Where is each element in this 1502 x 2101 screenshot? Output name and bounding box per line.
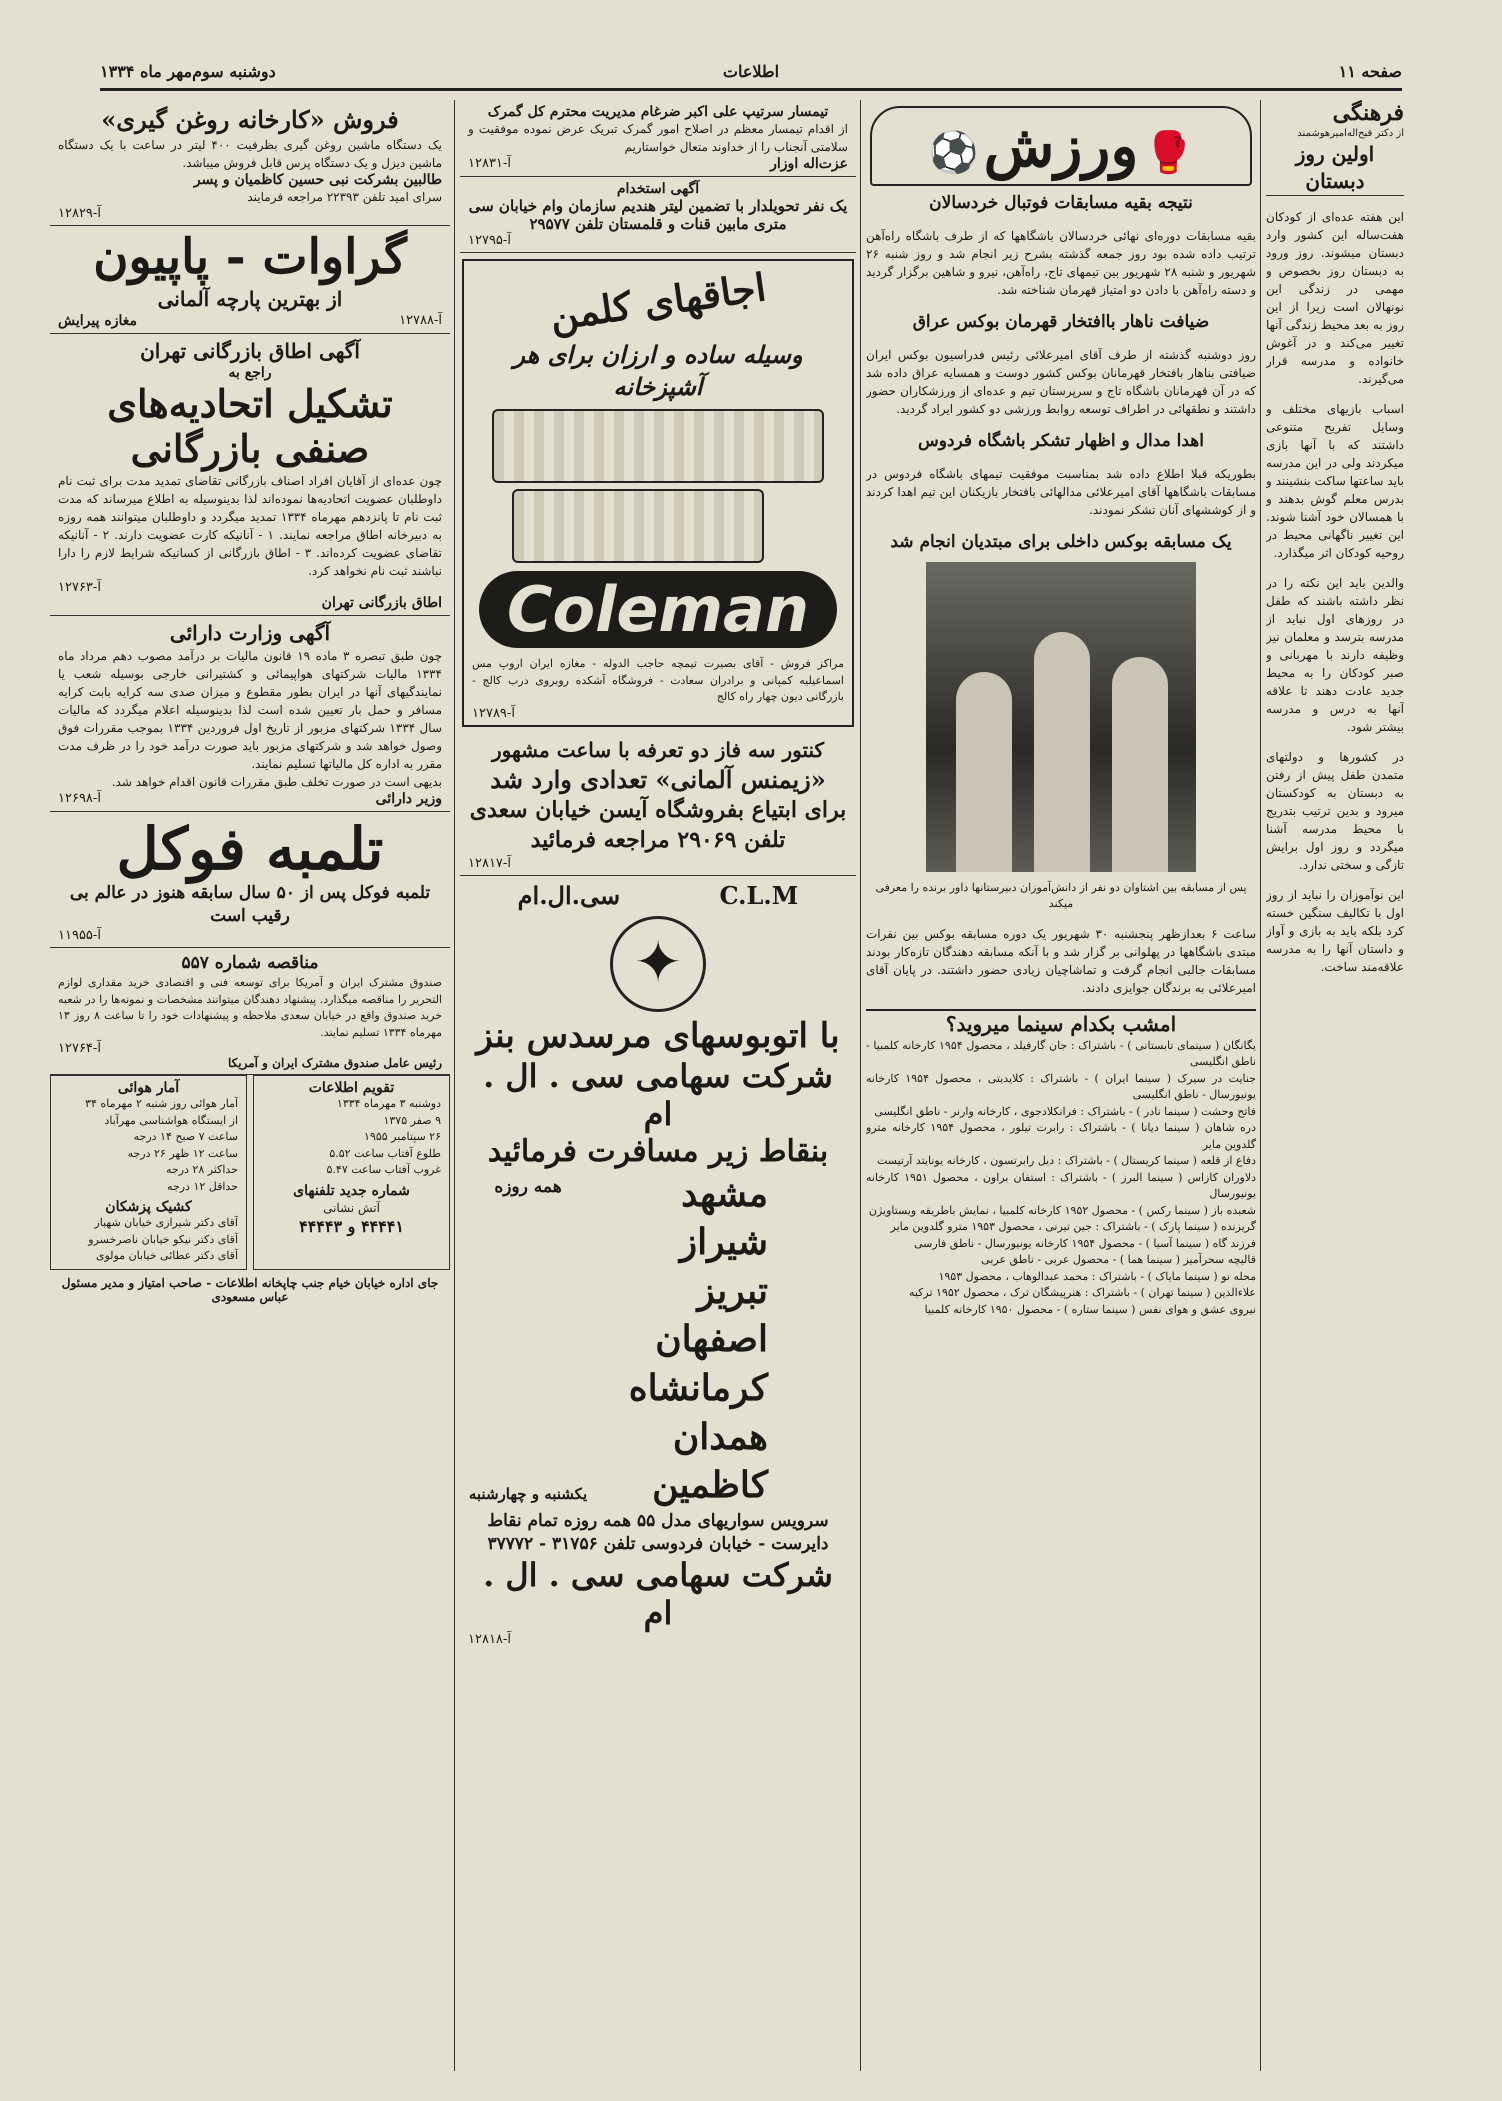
info-boxes	[50, 1075, 450, 1270]
cinema-item: نیروی عشق و هوای نفس ( سینما ستاره ) - محصول ۱۹۵۰ کارخانه کلمبیا	[924, 1302, 1256, 1316]
boxer-figure	[1112, 657, 1168, 872]
shop-name: مغازه پیرایش	[58, 312, 137, 329]
city: کاظمین	[652, 1464, 768, 1507]
paragraph: این نوآموزان را نباید از روز اول با تکالیف سنگین خسته کرد بلکه باید به بازی و آواز و داستان آنها را به مدرسه علاقه‌مند ساخت.	[1266, 888, 1404, 974]
paragraph: بطوریکه قبلا اطلاع داده شد بمناسبت موفقیت تیمهای باشگاه فردوس در مسابقات باشگاهها آقای امیرعلائی مدالهائی بافتخار بازیکنان این تیم اهدا کردند و از کوششهای آنان تشکر نمودند.	[866, 466, 1256, 517]
bus-company: شرکت سهامی سی . ال . ام	[483, 1056, 833, 1134]
phone-title: شماره جدید تلفنهای	[293, 1182, 410, 1199]
notice-body: چون طبق تبصره ۳ ماده ۱۹ قانون مالیات بر درآمد مصوب دهم مرداد ماه ۱۳۳۴ مالیات شرکتهای هواپیمائی و کشتیرانی خارجی بوسیله شعب یا نمایندگیهای آنها در ایران بطور مقطوع و میزان صدی سه کرایه بابت کرایه مسافر و حمل بار تعیین شده است لذا بدینوسیله اعلام میگردد که مالیات سال ۱۳۳۴ شرکتهای مزبور از تاریخ اول فروردین ۱۳۳۴ بموجب مقررات فوق وصول خواهد شد و شرکتهای مزبور باید صورت درآمد خود را در ظرف مدت مقرر به اداره کل مالیاتها تسلیم نمایند.	[58, 648, 442, 771]
city-list	[588, 1170, 848, 1510]
photo-caption: پس از مسابقه بین اشتاوان دو نفر از دانش‌آموزان دبیرستانها داور برنده را معرفی میکند	[875, 880, 1247, 911]
football-players-icon: ⚽	[928, 130, 979, 176]
stove-illustration	[512, 489, 764, 563]
byline: از دکتر قبح‌اله‌امیرهوشمند	[1297, 128, 1404, 139]
ad-subtitle: از بهترین پارچه آلمانی	[157, 286, 343, 311]
city: تبریز	[697, 1269, 768, 1312]
ad-code: آ-۱۲۸۱۷	[468, 855, 511, 871]
bus-call: بنقاط زیر مسافرت فرمائید	[487, 1133, 829, 1169]
ad-signature: عزت‌اله اوزار	[770, 156, 848, 172]
ad-code: آ-۱۲۸۲۹	[58, 206, 101, 222]
finance-ministry-notice	[50, 616, 450, 812]
paragraph: در کشورها و دولتهای متمدن طفل پیش از رفتن به دبستان به کودکستان میرود و بدین ترتیب بتدریج با محیط مدرسه آشنا میگردد و روز اول برایش تازگی و سختی ندارد.	[1266, 750, 1404, 872]
ad-code: آ-۱۲۸۳۱	[468, 156, 511, 171]
weather-row: آمار هوائی روز شنبه ۲ مهرماه ۳۴	[85, 1097, 238, 1111]
article-title: اولین روز دبستان	[1266, 141, 1404, 196]
weather-box	[50, 1075, 247, 1270]
cinema-title: امشب بکدام سینما میروید؟	[945, 1011, 1177, 1036]
ad-body: برای ابتیاع بفروشگاه آیسن خیابان سعدی	[469, 797, 847, 824]
ad-body: یک دستگاه ماشین روغن گیری بظرفیت ۴۰۰ لیتر در ساعت با یک دستگاه ماشین دیزل و یک دستگاه پرس قابل فروش میباشد.	[58, 138, 442, 171]
ad-code: آ-۱۲۷۸۸	[399, 312, 442, 328]
coleman-logo: Coleman	[479, 571, 837, 648]
ad-brand: «زیمنس آلمانی» تعدادی وارد شد	[490, 764, 826, 794]
ad-title: کنتور سه فاز دو تعرفه با ساعت مشهور	[491, 737, 825, 762]
boxing-photo	[926, 562, 1196, 872]
headline: ضیافت ناهار باافتخار قهرمان بوکس عراق	[912, 311, 1210, 332]
issue-date: دوشنبه سوم‌مهر ماه ۱۳۳۴	[100, 62, 276, 81]
paragraph: روز دوشنبه گذشته از طرف آقای امیرعلائی رئیس فدراسیون بوکس ایران ضیافتی بناهار بافتخار قهرمانان بوکس کشور دوست و همسایه عراق داده شد که در آن قهرمانان باشگاه تاج و سرپرستان تیم و عده‌ای از ورزشکاران حضور داشتند و نطقهائی در اطراف توسعه روابط ورزشی دو کشور ایراد گردید.	[866, 347, 1256, 416]
clinic-title: کشیک پزشکان	[105, 1199, 192, 1216]
stove-illustration	[492, 409, 824, 483]
column-divider	[860, 100, 861, 2071]
headline: نتیجه بقیه مسابقات فوتبال خردسالان	[929, 193, 1193, 213]
ad-contact: سرای امید تلفن ۲۲۳۹۳ مراجعه فرمایند	[247, 190, 442, 205]
publisher-footer: جای اداره خیابان خیام جنب چاپخانه اطلاعات - صاحب امتیاز و مدیر مسئول عباس مسعودی	[61, 1275, 439, 1304]
weather-row: حداکثر ۲۸ درجه	[166, 1163, 238, 1177]
siemens-ad	[460, 733, 856, 876]
thanks-ad	[460, 100, 856, 177]
paragraph: ساعت ۶ بعدازظهر پنجشنبه ۳۰ شهریور یک دوره مسابقه بوکس بین نفرات مبتدی باشگاهها در پهلوانی بر گزار شد و با آنکه مسابقه دهندگان تازه‌کار بودند مسابقات جالبی انجام گرفت و تماشاچیان زیادی حضور داشتند. در پایان آقای امیرعلائی به برندگان جوایزی دادند.	[866, 926, 1256, 995]
paragraph: والدین باید این نکته را در نظر داشته باشند که طفل در روزهای اول نباید از مدرسه بترسد و معلمان نیز وظیفه دارند با مهربانی و صبر کودکان را به محیط جدید عادت دهند تا علاقه آنها به درس و مدرسه بیشتر شود.	[1266, 576, 1404, 734]
calendar-row: ۹ صفر ۱۳۷۵	[383, 1113, 441, 1127]
office-line: دایرست - خیابان فردوسی تلفن ۳۱۷۵۶ - ۳۷۷۷۲	[487, 1533, 829, 1554]
headline: یک مسابقه بوکس داخلی برای مبتدیان انجام شد	[890, 531, 1232, 552]
notice-header: آگهی اطاق بازرگانی تهران	[140, 338, 360, 363]
city: اصفهان	[655, 1318, 768, 1361]
notice-signature: رئیس عامل صندوق مشترک ایران و آمریکا	[227, 1056, 442, 1071]
chamber-notice	[50, 334, 450, 616]
clinic-row: آقای دکتر نیکو خیابان ناصرخسرو	[88, 1232, 238, 1246]
header-rule	[100, 88, 1402, 91]
ad-title: گراوات - پاپیون	[93, 229, 407, 286]
oil-mill-ad	[50, 100, 450, 226]
calendar-title: تقویم اطلاعات	[308, 1080, 395, 1097]
section-tag: فرهنگی	[1332, 100, 1404, 126]
cinema-item: فرزند گاه ( سینما آسیا ) - محصول ۱۹۵۴ کارخانه یونیورسال - ناطق فارسی	[913, 1236, 1256, 1250]
notice-title: آگهی وزارت دارائی	[169, 620, 331, 645]
ad-phone: تلفن ۲۹۰۶۹ مراجعه فرمائید	[530, 826, 786, 853]
boxer-figure	[956, 672, 1012, 872]
ad-body: تلمبه فوکل پس از ۵۰ سال سابقه هنوز در عالم بی رقیب است	[69, 883, 431, 927]
sports-column	[866, 100, 1256, 2081]
calendar-row: ۲۶ سپتامبر ۱۹۵۵	[364, 1130, 441, 1144]
paragraph: بقیه مسابقات دوره‌ای نهائی خردسالان باشگاهها که از طرف باشگاه راه‌آهن ترتیب داده شده بود روز جمعه گذشته بشرح زیر انجام شد و روز شنبه ۲۶ شهریور و شنبه ۲۸ شهریور بین تیمهای تاج، راه‌آهن، نیرو و شاهین برگزار گردید و دسته راه‌آهن با دادن دو امتیاز قهرمان شناخته شد.	[866, 228, 1256, 297]
ad-title: آگهی استخدام	[616, 181, 700, 197]
column-divider	[454, 100, 455, 2071]
boxers-icon: 🥊	[1143, 130, 1194, 176]
page-number: صفحه ۱۱	[1338, 62, 1402, 81]
cinema-item: دفاع از قلعه ( سینما کریستال ) - باشتراک : دیل رابرتسون ، کارخانه یونایتد آرتیست	[877, 1154, 1256, 1168]
cinema-item: قالیچه سحرآمیز ( سینما هما ) - محصول عربی - ناطق عربی	[981, 1253, 1256, 1267]
cinema-item: علاءالدین ( سینما تهران ) - باشتراک : هنرپیشگان ترک ، محصول ۱۹۵۲ ترکیه	[908, 1286, 1256, 1300]
stove-brand: اجاقهای کلمن	[547, 264, 769, 339]
city: همدان	[672, 1415, 768, 1458]
ad-title: تلمبه فوکل	[116, 814, 384, 883]
middle-ads-column	[460, 100, 856, 2081]
notice-title: مناقصه شماره ۵۵۷	[181, 953, 319, 974]
schedule-weekdays: یکشنبه و چهارشنبه	[468, 1484, 588, 1503]
notice-signature: اطاق بازرگانی تهران	[321, 594, 442, 611]
clinic-row: آقای دکتر شیرازی خیابان شهباز	[94, 1216, 238, 1230]
bus-company-footer: شرکت سهامی سی . ال . ام	[483, 1555, 833, 1633]
cinema-item: فاتح وحشت ( سینما نادر ) - باشتراک : فرانکلادجوی ، کارخانه وارنر - ناطق انگلیسی	[874, 1104, 1256, 1118]
city: مشهد	[681, 1172, 768, 1215]
pump-ad	[50, 812, 450, 949]
clm-logo-persian: سی.ال.ام	[517, 880, 621, 910]
sports-banner	[870, 106, 1252, 186]
cinema-item: محله نو ( سینما مایاک ) - باشتراک : محمد عبدالوهاب ، محصول ۱۹۵۳	[938, 1269, 1256, 1283]
calendar-row: غروب آفتاب ساعت ۵.۴۷	[326, 1163, 441, 1177]
notice-note: بدیهی است در صورت تخلف طبق مقررات قانون اقدام خواهد شد.	[111, 774, 442, 789]
cinema-item: دلاوران کازاس ( سینما البرز ) - باشتراک : استفان براون ، محصول ۱۹۵۱ کارخانه یونیورسال	[866, 1170, 1256, 1201]
ad-code: آ-۱۲۶۹۸	[58, 790, 101, 806]
ad-code: آ-۱۱۹۵۵	[58, 928, 101, 944]
phone-sub: آتش نشانی	[323, 1200, 380, 1215]
calendar-row: طلوع آفتاب ساعت ۵.۵۲	[329, 1146, 441, 1160]
cultural-column	[1266, 100, 1404, 2081]
clinic-row: آقای دکتر عطائی خیابان مولوی	[95, 1249, 238, 1263]
dealers: مراکز فروش - آقای بصیرت تیمچه حاجب الدوله - مغازه ایران اروپ مس اسماعیلیه کمپانی و برادران سعادت - فروشگاه آشکده روبروی درب کالج - بازرگانی دیون چهار راه کالج	[472, 657, 844, 704]
cinema-item: گریزنده ( سینما پارک ) - باشتراک : جین تیرنی ، محصول ۱۹۵۳ مترو گلدوین مایر	[890, 1220, 1256, 1234]
ad-code: آ-۱۲۸۱۸	[468, 1632, 511, 1648]
hiring-ad	[460, 177, 856, 253]
sports-banner-title: ورزش	[983, 112, 1139, 180]
paragraph: اسباب بازیهای مختلف و وسایل تفریح متنوعی داشتند که با آنها بازی میکردند ولی در این مدرسه باید ساعتها ساکت بنشینند و بدرس معلم گوش بدهند و با همسالان خود آشنا شوند. این تغییر ناگهانی محیط در روحیه کودکان اثر میگذارد.	[1266, 402, 1404, 560]
page-header	[100, 56, 1402, 88]
paragraph: این هفته عده‌ای از کودکان هفت‌ساله این کشور وارد دبستان میشوند. روز ورود به دبستان روز بخصوص و مهمی در زندگی این نونهالان است زیرا از این روز به بعد محیط زندگی آنها تغییر می‌کند و در آغوش خانواده و مدرسه قرار می‌گیرند.	[1266, 210, 1404, 386]
weather-row: از ایستگاه هواشناسی مهرآباد	[104, 1113, 238, 1127]
ad-title: فروش «کارخانه روغن گیری»	[101, 105, 399, 134]
column-divider	[1260, 100, 1261, 2071]
tie-ad	[50, 226, 450, 333]
calendar-row: دوشنبه ۳ مهرماه ۱۳۳۴	[336, 1097, 441, 1111]
ad-body: یک نفر تحویلدار با تضمین لیتر هندیم سازمان وام خیابان سی متری مابین قنات و قلمستان تلفن ۲۹۵۷۷	[468, 197, 848, 233]
weather-row: ساعت ۷ صبح ۱۴ درجه	[133, 1130, 238, 1144]
service-line: سرویس سواریهای مدل ۵۵ همه روزه تمام نقاط	[487, 1510, 829, 1531]
clm-logo-latin: C.L.M	[719, 880, 799, 910]
mercedes-emblem-icon	[610, 916, 706, 1012]
ad-code: آ-۱۲۷۶۳	[58, 579, 101, 595]
cinema-listing	[866, 1038, 1256, 1319]
masthead-title: اطلاعات	[722, 62, 780, 81]
weather-row: ساعت ۱۲ ظهر ۲۶ درجه	[127, 1146, 238, 1160]
ad-code: آ-۱۲۷۹۵	[468, 233, 511, 248]
weather-row: حداقل ۱۲ درجه	[167, 1179, 238, 1193]
ad-body: از اقدام تیمسار معظم در اصلاح امور گمرک تبریک عرض نموده موفقیت و سلامتی آنجناب را از خداوند متعال خواستاریم	[468, 122, 848, 154]
headline: اهدا مدال و اظهار تشکر باشگاه فردوس	[918, 430, 1204, 451]
weather-title: آمار هوائی	[117, 1080, 180, 1097]
notice-signature: وزیر دارائی	[375, 790, 442, 807]
bus-headline: با اتوبوسهای مرسدس بنز	[476, 1016, 840, 1057]
phone-numbers: ۴۴۴۴۱ و ۴۴۴۴۳	[299, 1216, 404, 1236]
notice-title: تشکیل اتحادیه‌های	[107, 380, 393, 426]
cinema-item: جنایت در سیرک ( سینما ایران ) - باشتراک : کلایدیتی ، محصول ۱۹۵۴ کارخانه یونیورسال - ناطق انگلیسی	[866, 1071, 1256, 1102]
ad-title: تیمسار سرتیپ علی اکبر ضرغام مدیریت محترم کل گمرک	[487, 104, 829, 120]
notice-body: صندوق مشترک ایران و آمریکا برای توسعه فنی و اقتصادی خرید مقداری لوازم التحریر را مناقصه میگذارد. پیشنهاد دهندگان میتوانند مشخصات و نمونه‌ها را در شعبه خرید صندوق واقع در خیابان سعدی ملاحظه و پیشنهادات خود را تا ساعت ۸ روز ۱۳ مهرماه ۱۳۳۴ تسلیم نمایند.	[58, 976, 442, 1039]
ad-signature: طالبین بشرکت نبی حسین کاظمیان و پسر	[193, 172, 442, 189]
stove-tagline: وسیله ساده و ارزان برای هر آشپزخانه	[513, 339, 803, 401]
tender-notice	[50, 948, 450, 1075]
notice-title: صنفی بازرگانی	[130, 426, 370, 472]
coleman-ad	[462, 259, 854, 727]
cinema-item: یگانگان ( سینمای تابستانی ) - باشتراک : جان گارفیلد ، محصول ۱۹۵۴ کارخانه کلمبیا - ناطق انگلیسی	[866, 1038, 1256, 1069]
ad-code: آ-۱۲۷۶۴	[58, 1041, 101, 1057]
clm-bus-ad	[460, 876, 856, 1652]
city: شیراز	[679, 1221, 768, 1264]
schedule-daily: همه روزه	[494, 1176, 562, 1197]
cinema-item: دره شاهان ( سینما دیانا ) - باشتراک : رابرت تیلور ، محصول ۱۹۵۴ کارخانه مترو گلدوین مایر	[866, 1121, 1256, 1151]
city: کرمانشاه	[628, 1366, 768, 1409]
cinema-item: شعبده باز ( سینما رکس ) - محصول ۱۹۵۲ کارخانه کلمبیا ، نمایش باطریقه ویستاویژن	[868, 1203, 1256, 1217]
referee-figure	[1034, 632, 1090, 872]
calendar-box	[253, 1075, 450, 1270]
left-ads-column	[50, 100, 450, 2081]
ad-code: آ-۱۲۷۸۹	[472, 705, 515, 721]
notice-re: راجع به	[228, 364, 272, 381]
notice-body: چون عده‌ای از آقایان افراد اصناف بازرگانی تقاضای تمدید مدت برای ثبت نام داوطلبان عضویت اتحادیه‌ها نموده‌اند لذا بدینوسیله به اطلاع میرساند که مدت ثبت نام تا پانزدهم مهرماه ۱۳۳۴ تمدید میگردد و داوطلبان میتوانند همه روزه به دبیرخانه اطاق مراجعه نمایند. ۱ - آنانیکه کارت عضویت دارند. ۲ - آنانیکه تقاضای عضویت کرده‌اند. ۳ - اطاق بازرگانی از کسانیکه شرایط لازم را دارا نباشند ثبت نام نخواهد کرد.	[58, 473, 442, 578]
